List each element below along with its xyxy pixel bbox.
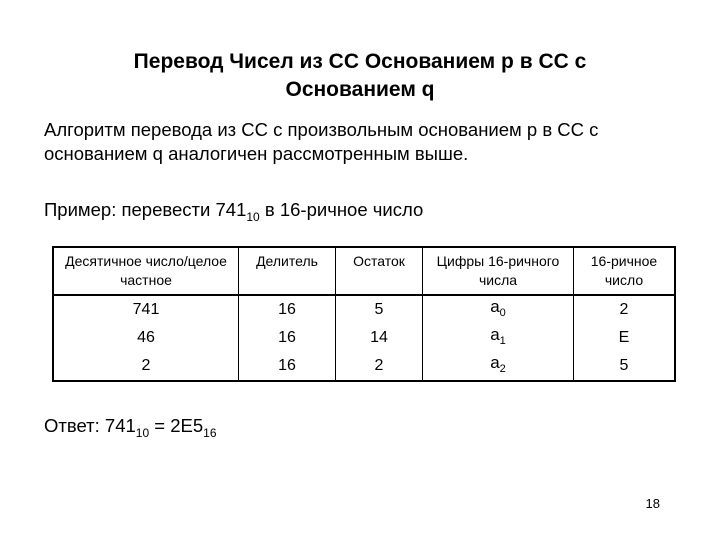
digit-letter: a [490, 353, 500, 372]
cell-number: 2 [53, 352, 239, 381]
slide-title [40, 48, 680, 104]
cell-digit [423, 324, 574, 352]
answer-middle: = 2E5 [149, 415, 204, 436]
table-row [53, 324, 675, 352]
table-row [53, 295, 675, 324]
cell-digit [423, 295, 574, 324]
example-suffix: в 16-ричное число [259, 199, 424, 220]
answer-base-to: 16 [203, 426, 217, 440]
header-remainder: Остаток [336, 247, 423, 295]
header-decimal-number: Десятичное число/целое частное [53, 247, 239, 295]
cell-digit [423, 352, 574, 381]
digit-index: 0 [499, 307, 506, 319]
title-line-1: Перевод Чисел из СС Основанием p в СС с [133, 50, 587, 73]
header-hex-number: 16-ричное число [574, 247, 676, 295]
digit-index: 2 [499, 363, 506, 375]
digit-index: 1 [499, 335, 506, 347]
table-row [53, 352, 675, 381]
title-line-2: Основанием q [285, 78, 435, 101]
header-divisor: Делитель [239, 247, 336, 295]
cell-divisor: 16 [239, 352, 336, 381]
answer-base-from: 10 [135, 426, 150, 440]
cell-number: 741 [53, 295, 239, 324]
example-base: 10 [246, 210, 260, 224]
page-number: 18 [645, 496, 660, 511]
example-prefix: Пример: перевести 741 [44, 199, 247, 220]
cell-hex: 2 [574, 295, 676, 324]
cell-remainder: 14 [336, 324, 423, 352]
cell-hex: 5 [574, 352, 676, 381]
conversion-table [52, 246, 676, 382]
example-statement [44, 198, 423, 229]
cell-divisor: 16 [239, 324, 336, 352]
table-header-row [53, 247, 675, 295]
digit-letter: a [490, 297, 500, 316]
digit-letter: a [490, 325, 500, 344]
cell-divisor: 16 [239, 295, 336, 324]
cell-number: 46 [53, 324, 239, 352]
header-hex-digits: Цифры 16-ричного числа [423, 247, 574, 295]
cell-hex: E [574, 324, 676, 352]
cell-remainder: 2 [336, 352, 423, 381]
cell-remainder: 5 [336, 295, 423, 324]
answer-prefix: Ответ: 741 [44, 415, 136, 436]
answer-statement [44, 414, 217, 445]
algorithm-description: Алгоритм перевода из СС с произвольным основанием p в СС с основанием q аналогичен рассмотренным выше. [44, 119, 599, 164]
